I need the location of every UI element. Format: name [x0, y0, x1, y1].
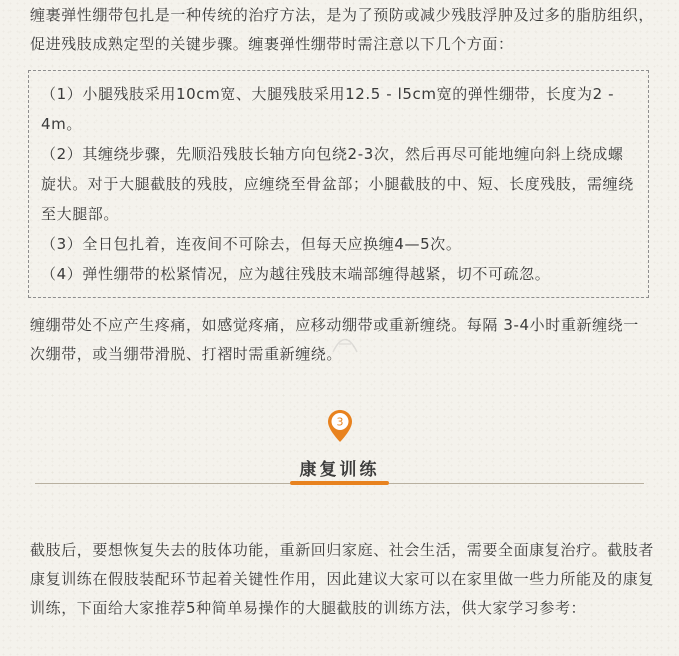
- intro-paragraph: 缠裹弹性绷带包扎是一种传统的治疗方法，是为了预防或减少残肢浮肿及过多的脂肪组织，促进残肢成熟定型的关键步骤。缠裹弹性绷带时需注意以下几个方面：: [30, 6, 655, 53]
- watermark-icon: [325, 322, 365, 362]
- location-pin-icon: [327, 409, 353, 443]
- title-rule-right: [389, 483, 644, 484]
- rehab-intro-paragraph: 截肢后，要想恢复失去的肢体功能，重新回归家庭、社会生活，需要全面康复治疗。截肢者康复训练在假肢装配环节起着关键性作用，因此建议大家可以在家里做一些力所能及的康复训练，下面给大家推荐5种简单易操作的大腿截肢的训练方法，供大家学习参考：: [30, 541, 655, 617]
- note-item-3: （3）全日包扎着，连夜间不可除去，但每天应换缠4—5次。: [41, 235, 462, 253]
- note-item-4: （4）弹性绷带的松紧情况，应为越往残肢末端部缠得越紧，切不可疏忽。: [41, 265, 551, 283]
- section-number: 3: [336, 415, 344, 429]
- note-item-1: （1）小腿残肢采用10cm宽、大腿残肢采用12.5 - l5cm宽的弹性绷带，长度为2 - 4m。: [41, 85, 615, 133]
- note-item-2: （2）其缠绕步骤，先顺沿残肢长轴方向包绕2-3次，然后再尽可能地缠向斜上绕成螺旋状。对于大腿截肢的残肢，应缠绕至骨盆部；小腿截肢的中、短、长度残肢，需缠绕至大腿部。: [41, 145, 634, 223]
- notes-box: [28, 70, 649, 298]
- section-title-underline: [290, 481, 389, 485]
- section-title: 康复训练: [299, 460, 380, 480]
- after-note-paragraph: 缠绷带处不应产生疼痛，如感觉疼痛，应移动绷带或重新缠绕。每隔 3-4小时重新缠绕一次绷带，或当绷带滑脱、打褶时需重新缠绕。: [30, 316, 639, 363]
- title-rule-left: [35, 483, 290, 484]
